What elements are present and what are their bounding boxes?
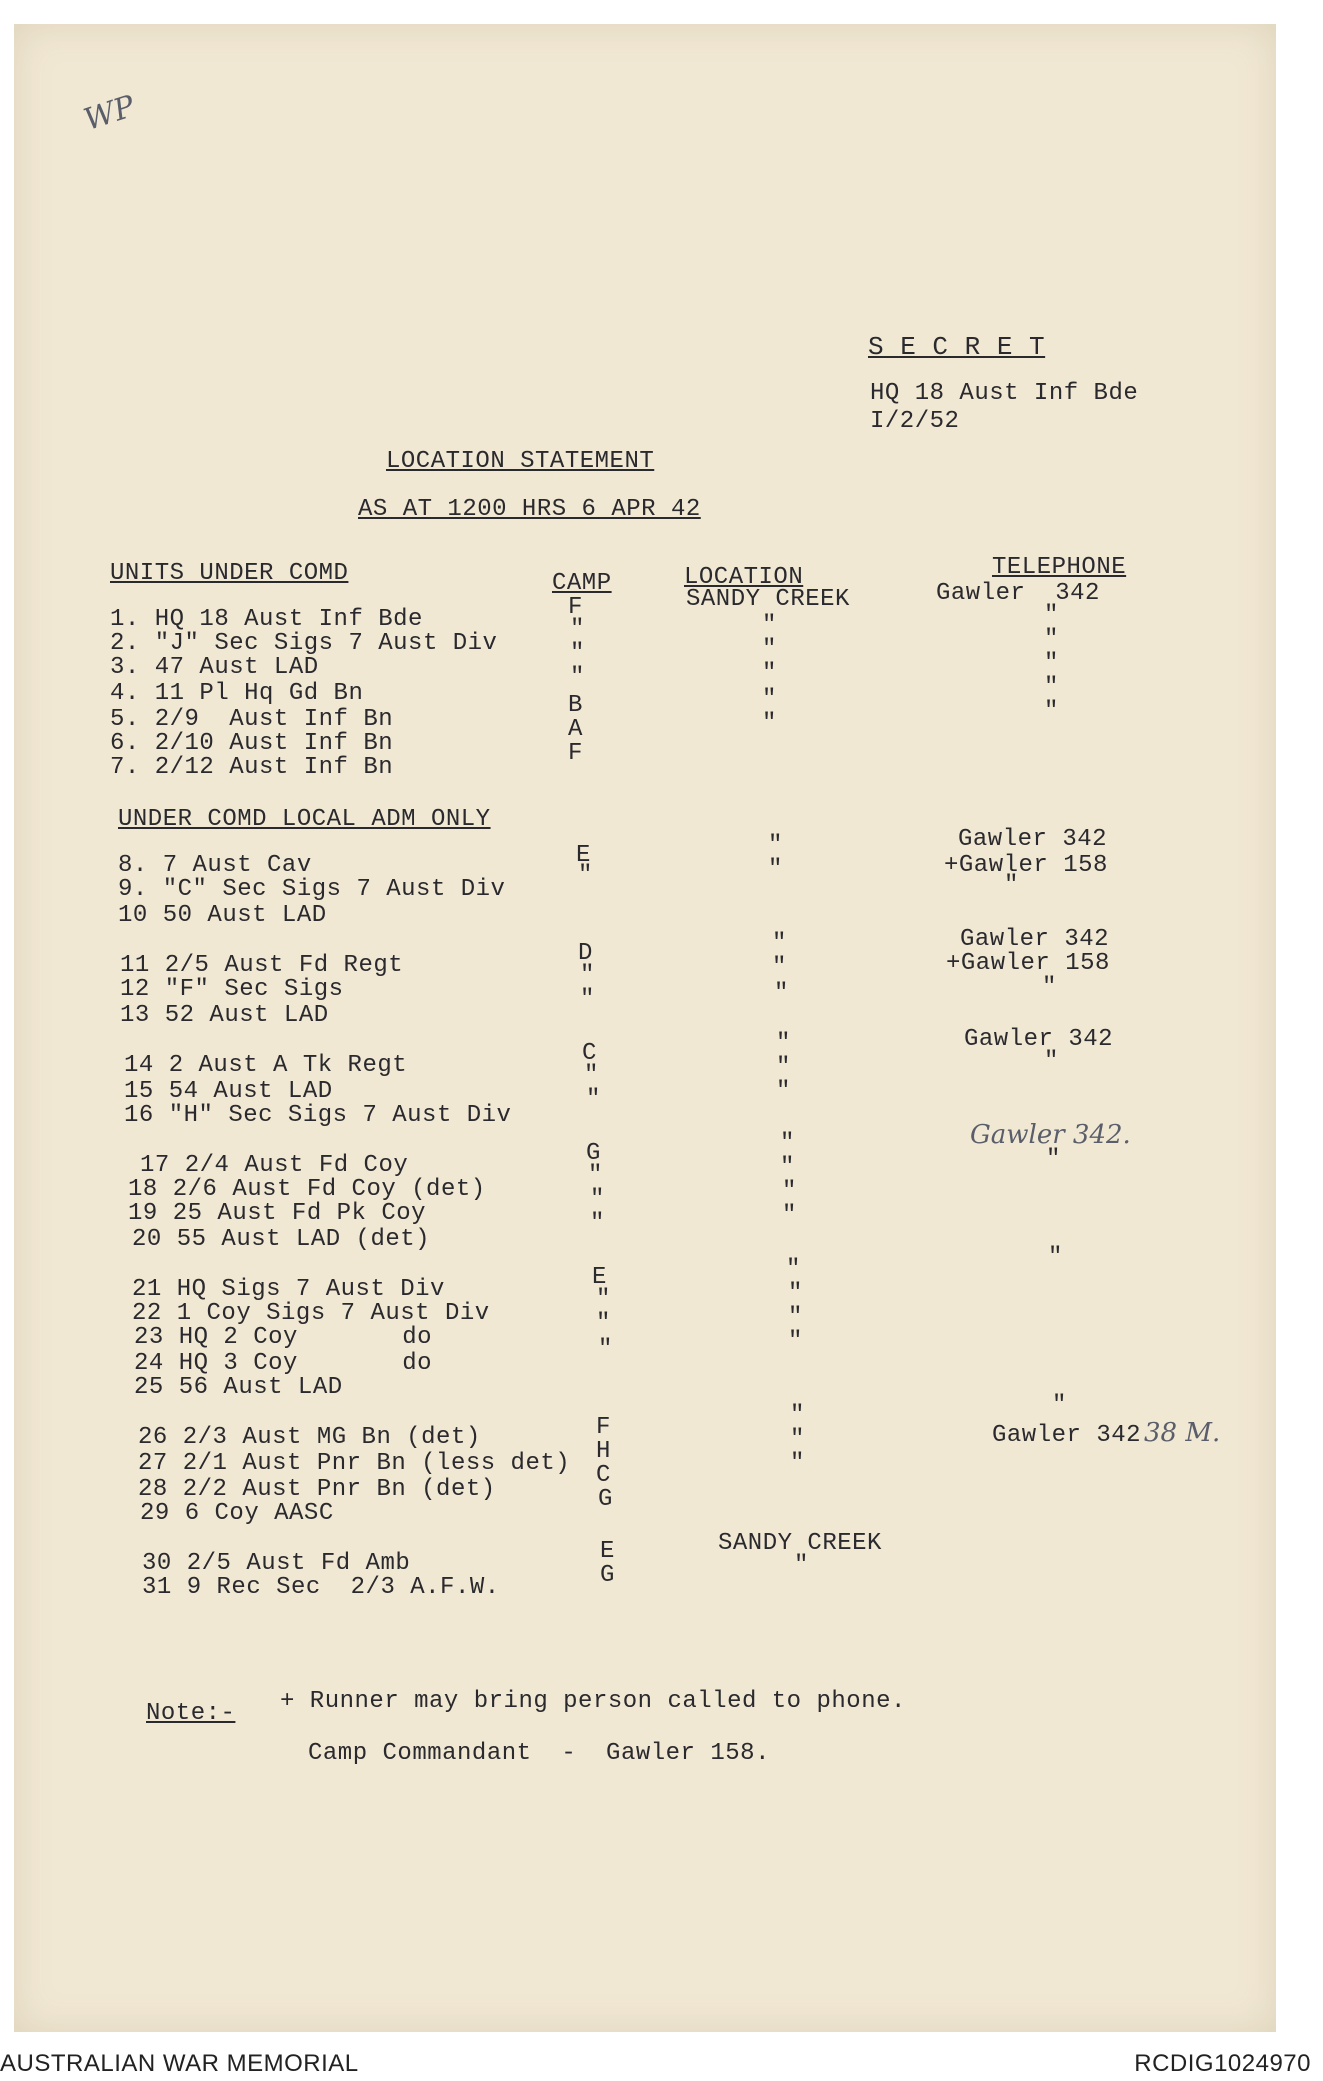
telephone-value: " [1044, 698, 1059, 725]
telephone-value: Gawler 342. [970, 1120, 1131, 1150]
location-value: " [768, 832, 783, 859]
unit-name: 21 HQ Sigs 7 Aust Div [132, 1276, 445, 1303]
location-value: " [788, 1328, 803, 1355]
location-value: " [788, 1280, 803, 1307]
unit-name: 11 2/5 Aust Fd Regt [120, 952, 404, 979]
camp-value: H [596, 1438, 611, 1465]
unit-name: 22 1 Coy Sigs 7 Aust Div [132, 1300, 490, 1327]
unit-name: 7. 2/12 Aust Inf Bn [110, 754, 394, 781]
telephone-value: " [1048, 1244, 1063, 1271]
location-value: " [790, 1402, 805, 1429]
unit-name: 6. 2/10 Aust Inf Bn [110, 730, 394, 757]
location-value: " [772, 930, 787, 957]
location-value: " [776, 1078, 791, 1105]
camp-value: " [580, 986, 595, 1013]
unit-name: 19 25 Aust Fd Pk Coy [128, 1200, 427, 1227]
camp-value: B [568, 692, 583, 719]
classification-label: S E C R E T [868, 332, 1046, 362]
telephone-header: TELEPHONE [992, 554, 1127, 581]
unit-name: 25 56 Aust LAD [134, 1374, 343, 1401]
note-label: Note:- [146, 1700, 236, 1727]
unit-name: 23 HQ 2 Coy do [134, 1324, 433, 1351]
location-value: " [794, 1552, 809, 1579]
location-value: " [768, 856, 783, 883]
unit-name: 27 2/1 Aust Pnr Bn (less det) [138, 1450, 571, 1477]
camp-value: " [570, 616, 585, 643]
location-value: " [786, 1256, 801, 1283]
location-value: " [762, 686, 777, 713]
location-value: " [776, 1054, 791, 1081]
camp-value: " [596, 1310, 611, 1337]
camp-value: " [588, 1162, 603, 1189]
unit-name: 31 9 Rec Sec 2/3 A.F.W. [142, 1574, 500, 1601]
unit-name: 26 2/3 Aust MG Bn (det) [138, 1424, 481, 1451]
camp-value: C [582, 1040, 597, 1067]
telephone-value: " [1044, 1048, 1059, 1075]
archive-name: AUSTRALIAN WAR MEMORIAL [0, 2050, 359, 2077]
unit-name: 12 "F" Sec Sigs [120, 976, 344, 1003]
document-subtitle: AS AT 1200 HRS 6 APR 42 [358, 496, 701, 523]
telephone-value: Gawler 342 [936, 580, 1100, 607]
location-header: LOCATION [684, 564, 804, 591]
unit-name: 5. 2/9 Aust Inf Bn [110, 706, 394, 733]
location-value: " [780, 1154, 795, 1181]
location-value: SANDY CREEK [686, 586, 850, 613]
telephone-value: " [1042, 974, 1057, 1001]
location-value: " [782, 1202, 797, 1229]
telephone-value: Gawler 342 [964, 1026, 1114, 1053]
camp-value: " [596, 1286, 611, 1313]
camp-value: D [578, 940, 593, 967]
camp-value: " [578, 862, 593, 889]
unit-name: 16 "H" Sec Sigs 7 Aust Div [124, 1102, 512, 1129]
unit-name: 10 50 Aust LAD [118, 902, 327, 929]
telephone-value: " [1044, 626, 1059, 653]
camp-value: " [580, 962, 595, 989]
handwritten-correction: 38 M. [1144, 1418, 1221, 1448]
location-value: " [776, 1030, 791, 1057]
camp-value: " [584, 1062, 599, 1089]
camp-value: G [586, 1140, 601, 1167]
unit-name: 20 55 Aust LAD (det) [132, 1226, 431, 1253]
unit-name: 13 52 Aust LAD [120, 1002, 329, 1029]
camp-value: " [570, 640, 585, 667]
telephone-value: +Gawler 158 [946, 950, 1110, 977]
camp-value: F [568, 594, 583, 621]
location-value: " [790, 1426, 805, 1453]
unit-name: 28 2/2 Aust Pnr Bn (det) [138, 1476, 496, 1503]
document-title: LOCATION STATEMENT [386, 448, 655, 475]
unit-name: 30 2/5 Aust Fd Amb [142, 1550, 411, 1577]
hq-line: HQ 18 Aust Inf Bde [870, 380, 1139, 407]
note-line-1: + Runner may bring person called to phone. [280, 1688, 906, 1715]
archive-id: RCDIG1024970 [1134, 2050, 1311, 2077]
unit-name: 18 2/6 Aust Fd Coy (det) [128, 1176, 486, 1203]
telephone-value: " [1052, 1392, 1067, 1419]
note-line-2: Camp Commandant - Gawler 158. [308, 1740, 770, 1767]
unit-name: 2. "J" Sec Sigs 7 Aust Div [110, 630, 498, 657]
location-value: " [762, 710, 777, 737]
camp-value: G [600, 1562, 615, 1589]
unit-name: 1. HQ 18 Aust Inf Bde [110, 606, 423, 633]
unit-name: 24 HQ 3 Coy do [134, 1350, 433, 1377]
camp-value: F [596, 1414, 611, 1441]
telephone-value: " [1046, 1146, 1061, 1173]
camp-value: E [600, 1538, 615, 1565]
pencil-annotation: WP [79, 88, 140, 139]
location-value: " [772, 954, 787, 981]
location-value: " [788, 1304, 803, 1331]
camp-value: E [592, 1264, 607, 1291]
reference-number: I/2/52 [870, 408, 960, 435]
location-value: " [762, 612, 777, 639]
location-value: " [790, 1450, 805, 1477]
camp-value: " [590, 1186, 605, 1213]
unit-name: 14 2 Aust A Tk Regt [124, 1052, 408, 1079]
unit-name: 4. 11 Pl Hq Gd Bn [110, 680, 364, 707]
camp-value: " [586, 1086, 601, 1113]
camp-header: CAMP [552, 570, 612, 597]
unit-name: 9. "C" Sec Sigs 7 Aust Div [118, 876, 506, 903]
camp-value: " [590, 1210, 605, 1237]
unit-name: 15 54 Aust LAD [124, 1078, 333, 1105]
camp-value: C [596, 1462, 611, 1489]
camp-value: " [570, 664, 585, 691]
archive-footer [0, 2040, 1323, 2081]
location-value: " [762, 636, 777, 663]
telephone-value: Gawler 342 [958, 826, 1108, 853]
camp-value: G [598, 1486, 613, 1513]
camp-value: " [598, 1336, 613, 1363]
telephone-value: Gawler 342 [960, 926, 1110, 953]
unit-name: 8. 7 Aust Cav [118, 852, 312, 879]
telephone-value: " [1044, 650, 1059, 677]
section-header: UNDER COMD LOCAL ADM ONLY [118, 806, 491, 833]
camp-value: F [568, 740, 583, 767]
location-value: " [780, 1130, 795, 1157]
telephone-value: " [1044, 602, 1059, 629]
location-value: " [762, 660, 777, 687]
camp-value: E [576, 842, 591, 869]
location-value: " [782, 1178, 797, 1205]
unit-name: 3. 47 Aust LAD [110, 654, 319, 681]
telephone-value: " [1044, 674, 1059, 701]
unit-name: 17 2/4 Aust Fd Coy [140, 1152, 409, 1179]
location-value: SANDY CREEK [718, 1530, 882, 1557]
telephone-value: Gawler 342 [992, 1422, 1142, 1449]
telephone-value: +Gawler 158 [944, 852, 1108, 879]
telephone-value: " [1004, 872, 1019, 899]
location-value: " [774, 980, 789, 1007]
unit-name: 29 6 Coy AASC [140, 1500, 334, 1527]
units-header: UNITS UNDER COMD [110, 560, 349, 587]
camp-value: A [568, 716, 583, 743]
